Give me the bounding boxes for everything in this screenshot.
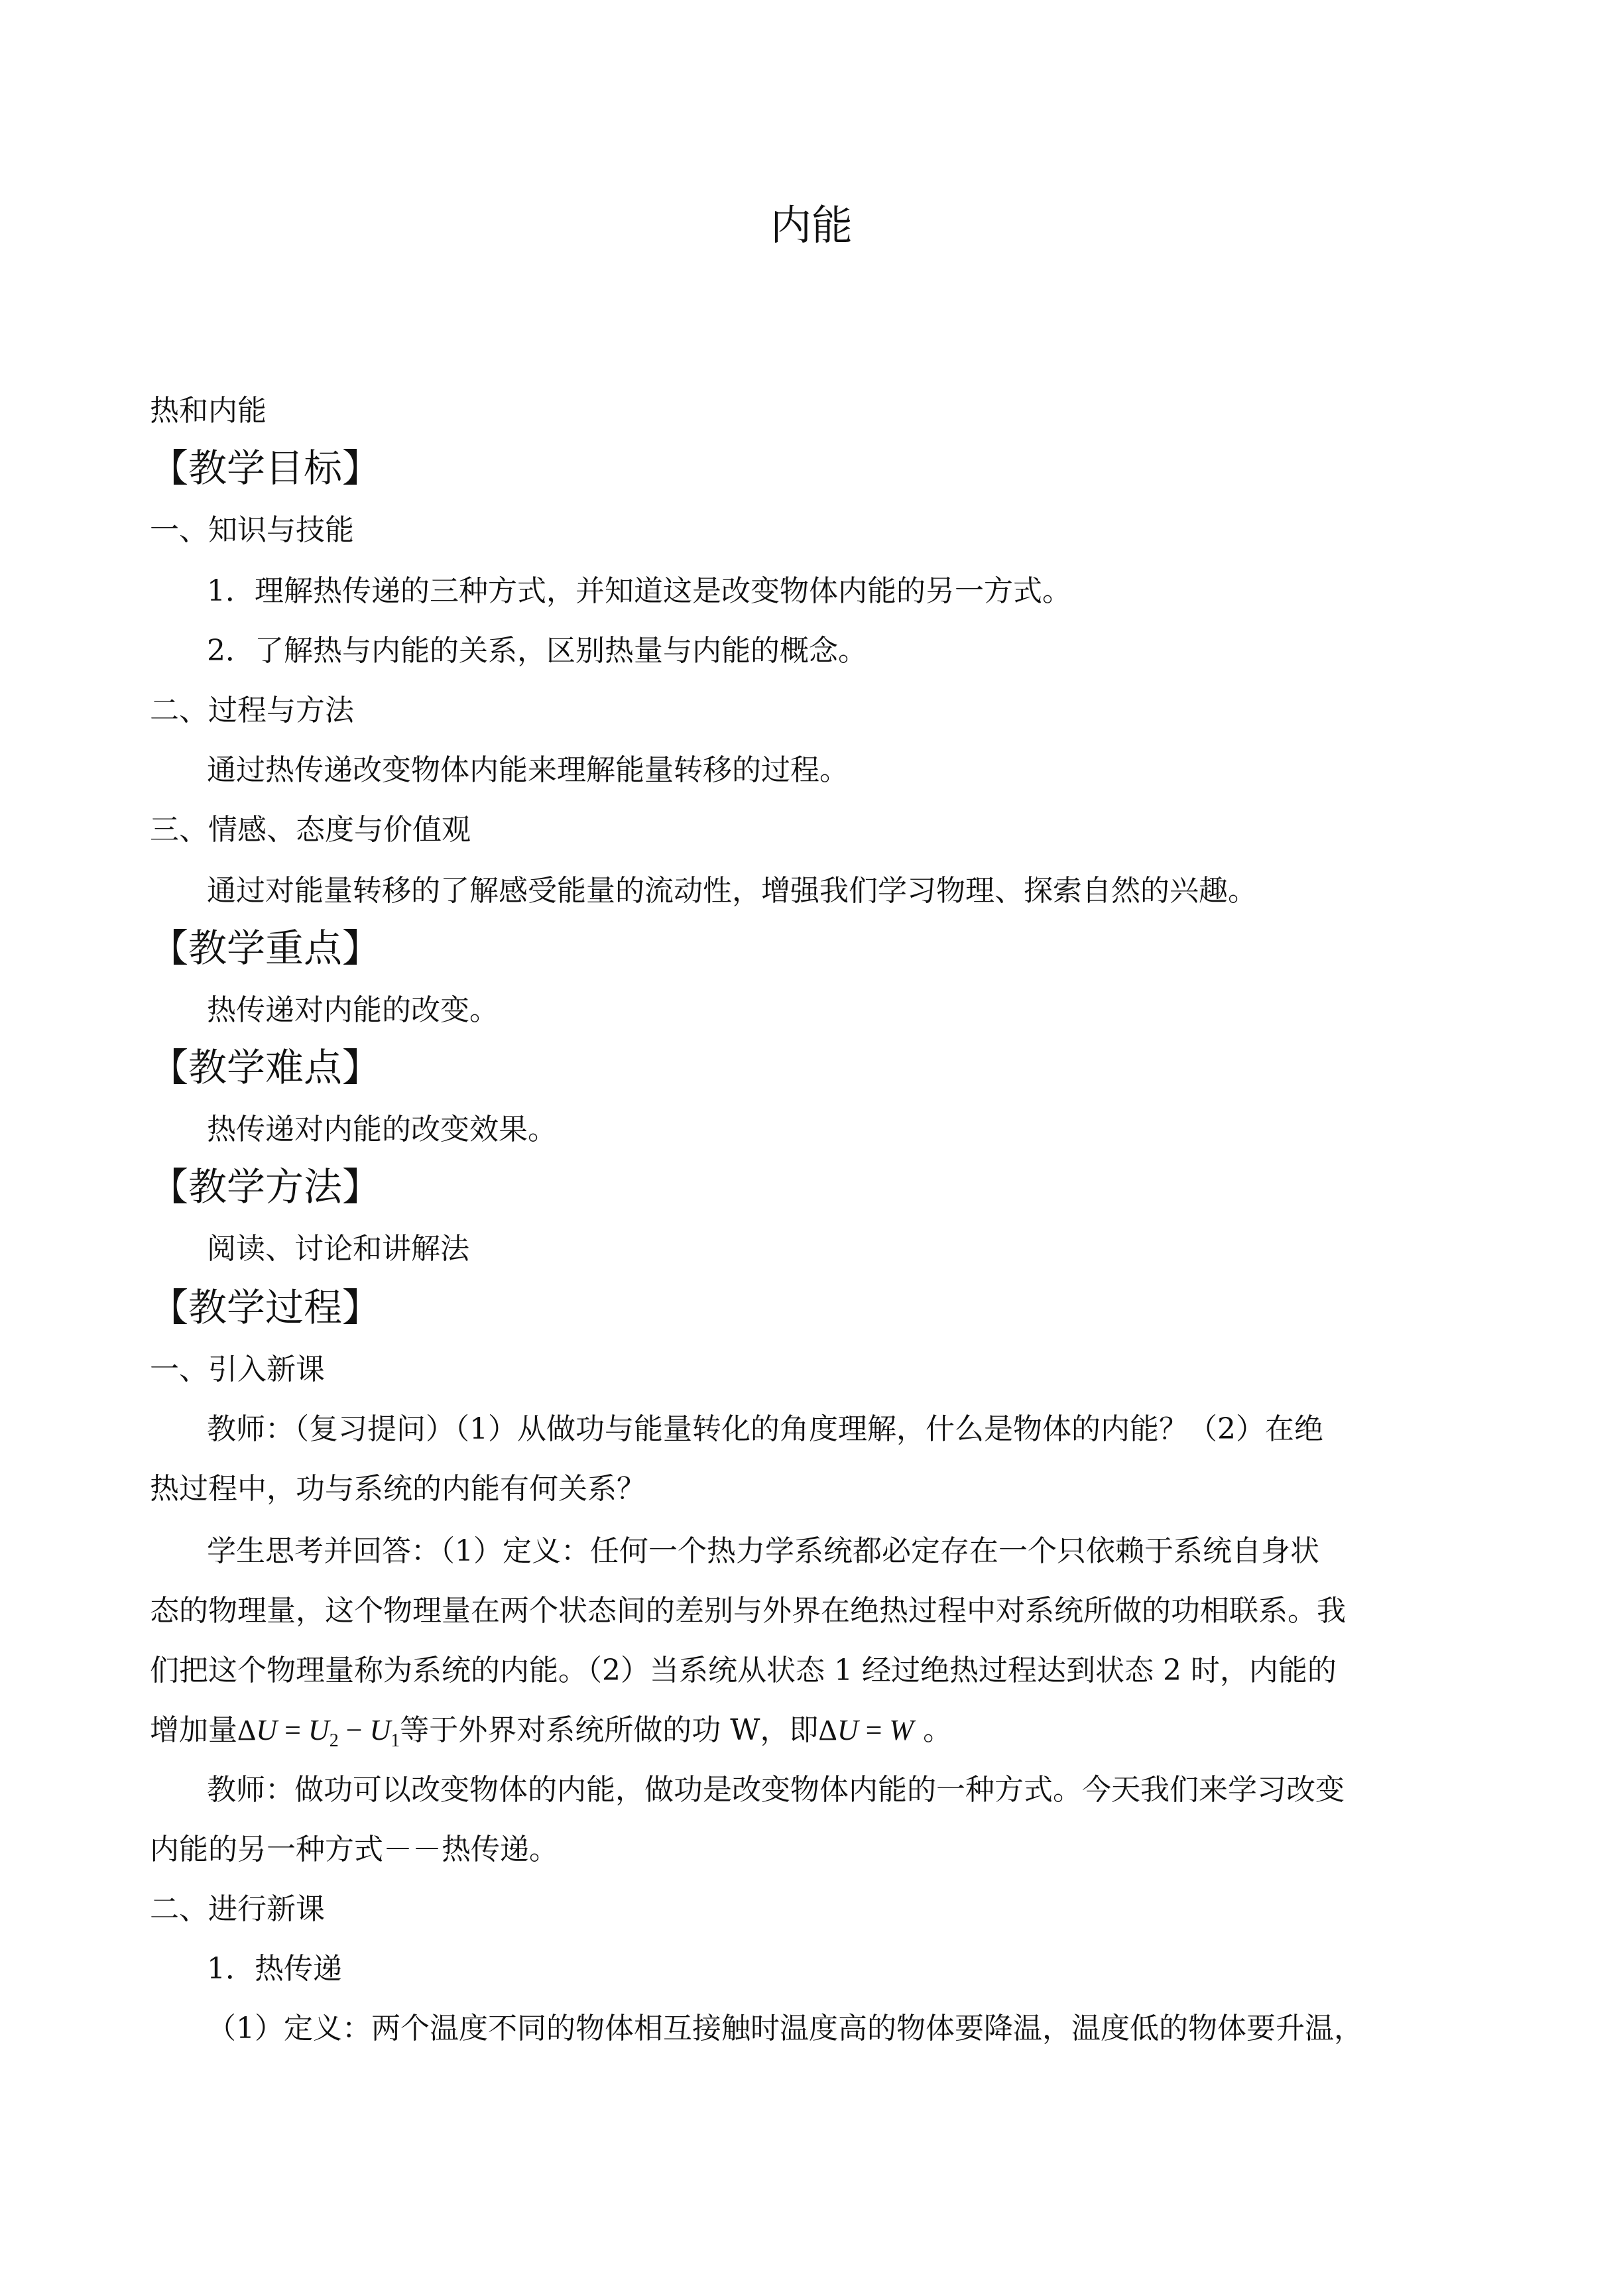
difficulties-text: 热传递对内能的改变效果。 xyxy=(207,1113,557,1146)
objective-item-2: 2．了解热与内能的关系，区别热量与内能的概念。 xyxy=(207,634,867,668)
knowledge-heading: 一、知识与技能 xyxy=(150,513,354,547)
student-answer-line-2: 态的物理量，这个物理量在两个状态间的差别与外界在绝热过程中对系统所做的功相联系。我 xyxy=(150,1594,1346,1628)
student-answer-line-4 xyxy=(150,1711,952,1761)
emotion-heading: 三、情感、态度与价值观 xyxy=(150,813,471,847)
new-lesson-heading: 二、进行新课 xyxy=(150,1892,325,1926)
student-answer-line-1: 学生思考并回答：（1）定义：任何一个热力学系统都必定存在一个只依赖于系统自身状 xyxy=(207,1534,1319,1568)
heat-transfer-subheading: 1．热传递 xyxy=(207,1952,342,1986)
definition-line-1: （1）定义：两个温度不同的物体相互接触时温度高的物体要降温，温度低的物体要升温， xyxy=(207,2012,1363,2045)
emotion-text: 通过对能量转移的了解感受能量的流动性，增强我们学习物理、探索自然的兴趣。 xyxy=(207,874,1257,908)
formula-end-text: 。 xyxy=(914,1713,953,1747)
process-method-heading: 二、过程与方法 xyxy=(150,694,354,727)
section-title: 热和内能 xyxy=(150,394,267,428)
student-answer-line-3: 们把这个物理量称为系统的内能。（2）当系统从状态 1 经过绝热过程达到状态 2 时，内能的 xyxy=(150,1654,1337,1687)
methods-text: 阅读、讨论和讲解法 xyxy=(207,1232,469,1266)
objectives-heading: 【教学目标】 xyxy=(150,446,381,491)
intro-heading: 一、引入新课 xyxy=(150,1353,325,1386)
objective-item-1: 1．理解热传递的三种方式，并知道这是改变物体内能的另一方式。 xyxy=(207,574,1071,608)
process-method-text: 通过热传递改变物体内能来理解能量转移的过程。 xyxy=(207,753,849,787)
teacher-line-2: 内能的另一种方式－－热传递。 xyxy=(150,1833,558,1866)
key-points-heading: 【教学重点】 xyxy=(150,926,381,971)
formula-middle-text: 等于外界对系统所做的功 W，即 xyxy=(400,1713,819,1747)
process-heading: 【教学过程】 xyxy=(150,1285,381,1330)
delta-u-formula: $\Delta U = U_2 - U_1$ xyxy=(237,1714,400,1751)
page-title: 内能 xyxy=(770,201,853,249)
teacher-question-line-2: 热过程中，功与系统的内能有何关系？ xyxy=(150,1472,646,1506)
work-formula: ΔU = W xyxy=(818,1714,914,1746)
teacher-question-line-1: 教师：（复习提问）（1）从做功与能量转化的角度理解，什么是物体的内能？（2）在绝 xyxy=(207,1412,1323,1446)
key-points-text: 热传递对内能的改变。 xyxy=(207,993,499,1027)
teacher-line-1: 教师：做功可以改变物体的内能，做功是改变物体内能的一种方式。今天我们来学习改变 xyxy=(207,1773,1345,1807)
methods-heading: 【教学方法】 xyxy=(150,1164,381,1209)
difficulties-heading: 【教学难点】 xyxy=(150,1045,381,1090)
formula-intro-text: 增加量 xyxy=(150,1713,237,1747)
